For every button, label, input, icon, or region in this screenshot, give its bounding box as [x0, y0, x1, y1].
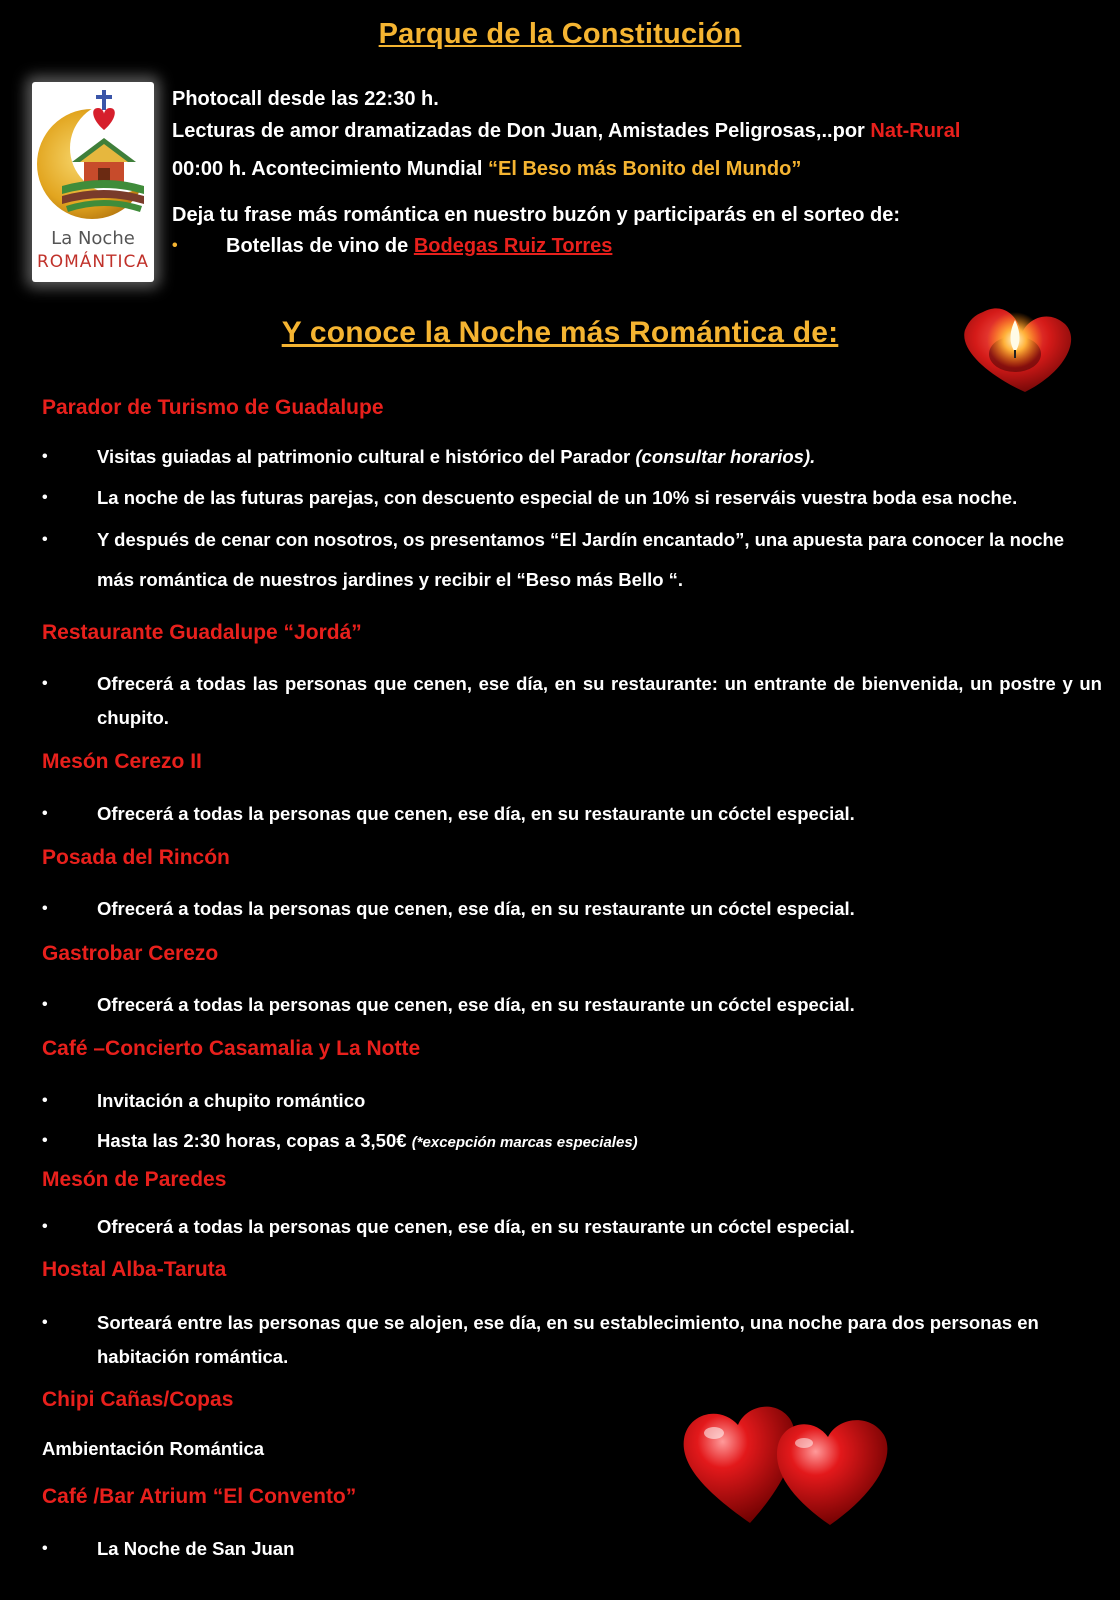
la-noche-romantica-logo — [32, 82, 154, 282]
section-title-cerezo: Mesón Cerezo II — [42, 750, 202, 773]
casamalia-copas-text: Hasta las 2:30 horas, copas a 3,50€ — [97, 1130, 412, 1151]
jorda-oferta-text: Ofrecerá a todas las personas que cenen, ese día, en su restaurante: un entrante de bienvenida, un postre y un chupito. — [97, 673, 1102, 728]
bullet-marker: • — [42, 448, 48, 465]
evento-line — [172, 158, 801, 181]
two-hearts-icon — [680, 1395, 920, 1550]
section-title-chipi: Chipi Cañas/Copas — [42, 1388, 234, 1411]
bullet-marker: • — [42, 996, 48, 1013]
bullet-marker: • — [42, 900, 48, 917]
candle-heart-icon — [955, 290, 1085, 420]
paredes-oferta-text: Ofrecerá a todas la personas que cenen, ese día, en su restaurante un cóctel especial. — [97, 1216, 855, 1237]
bodegas-link[interactable]: Bodegas Ruiz Torres — [413, 235, 613, 257]
section-title-atrium: Café /Bar Atrium “El Convento” — [42, 1485, 357, 1508]
section-title-jorda: Restaurante Guadalupe “Jordá” — [42, 621, 362, 644]
casamalia-chupito-text: Invitación a chupito romántico — [97, 1090, 366, 1111]
page-title: Parque de la Constitución — [378, 18, 742, 50]
bullet-marker: • — [42, 805, 48, 822]
premio-text: Botellas de vino de — [226, 235, 414, 257]
logo-text-line1: La Noche — [51, 228, 135, 249]
list-item — [42, 1124, 1102, 1160]
alba-sorteo-text: Sorteará entre las personas que se alojen, ese día, en su establecimiento, una noche para dos personas en habitación romántica. — [97, 1312, 1039, 1367]
bullet-marker: • — [42, 1540, 48, 1557]
bullet-marker: • — [42, 1132, 48, 1149]
atrium-sanjuan-text: La Noche de San Juan — [97, 1538, 295, 1559]
list-item — [42, 1532, 1102, 1566]
list-item — [42, 1084, 1102, 1118]
section-title-posada: Posada del Rincón — [42, 846, 230, 869]
bullet-marker: • — [42, 531, 48, 548]
premio-bullet: • — [172, 237, 178, 254]
parador-horarios-note: (consultar horarios). — [635, 446, 816, 467]
section-subtitle: Y conoce la Noche más Romántica de: — [281, 316, 839, 349]
bullet-marker: • — [42, 1218, 48, 1235]
premio-line — [172, 235, 612, 258]
list-item — [42, 1210, 1102, 1244]
lecturas-text: Lecturas de amor dramatizadas de Don Juan, Amistades Peligrosas,..por — [172, 120, 871, 142]
lecturas-line — [172, 120, 960, 143]
bullet-marker: • — [42, 675, 48, 692]
section-title-parador: Parador de Turismo de Guadalupe — [42, 396, 384, 419]
section-title-gastrobar: Gastrobar Cerezo — [42, 942, 219, 965]
section-title-alba: Hostal Alba-Taruta — [42, 1258, 227, 1281]
list-item — [42, 1306, 1102, 1374]
evento-name: “El Beso más Bonito del Mundo” — [487, 158, 802, 180]
section-title-paredes: Mesón de Paredes — [42, 1168, 227, 1191]
cerezo-oferta-text: Ofrecerá a todas la personas que cenen, ese día, en su restaurante un cóctel especial. — [97, 803, 855, 824]
bullet-marker: • — [42, 1092, 48, 1109]
list-item — [42, 520, 1102, 600]
logo-text-line2: ROMÁNTICA — [36, 252, 150, 272]
sorteo-text: Deja tu frase más romántica en nuestro buzón y participarás en el sorteo de: — [172, 204, 900, 226]
list-item — [42, 988, 1102, 1022]
parador-parejas-text: La noche de las futuras parejas, con descuento especial de un 10% si reserváis vuestra boda esa noche. — [97, 487, 1018, 508]
list-item — [42, 481, 1102, 515]
photocall-text: Photocall desde las 22:30 h. — [172, 88, 439, 110]
evento-text: 00:00 h. Acontecimiento Mundial — [172, 158, 488, 180]
parador-visitas-text: Visitas guiadas al patrimonio cultural e histórico del Parador — [97, 446, 636, 467]
section-title-casamalia: Café –Concierto Casamalia y La Notte — [42, 1037, 421, 1060]
list-item — [42, 667, 1102, 735]
chipi-ambientacion-text: Ambientación Romántica — [42, 1438, 265, 1459]
parador-jardin-text: Y después de cenar con nosotros, os presentamos “El Jardín encantado”, una apuesta para conocer la noche más romántica de nuestros jardines y recibir el “Beso más Bello “. — [97, 529, 1065, 590]
list-item — [42, 440, 1102, 474]
moon-heart-house-icon — [32, 82, 154, 232]
casamalia-excepcion-note: (*excepción marcas especiales) — [411, 1134, 638, 1151]
gastrobar-oferta-text: Ofrecerá a todas la personas que cenen, ese día, en su restaurante un cóctel especial. — [97, 994, 855, 1015]
nat-rural-name: Nat-Rural — [870, 120, 961, 142]
list-item — [42, 892, 1102, 926]
posada-oferta-text: Ofrecerá a todas la personas que cenen, ese día, en su restaurante un cóctel especial. — [97, 898, 855, 919]
bullet-marker: • — [42, 489, 48, 506]
bullet-marker: • — [42, 1314, 48, 1331]
list-item — [42, 797, 1102, 831]
